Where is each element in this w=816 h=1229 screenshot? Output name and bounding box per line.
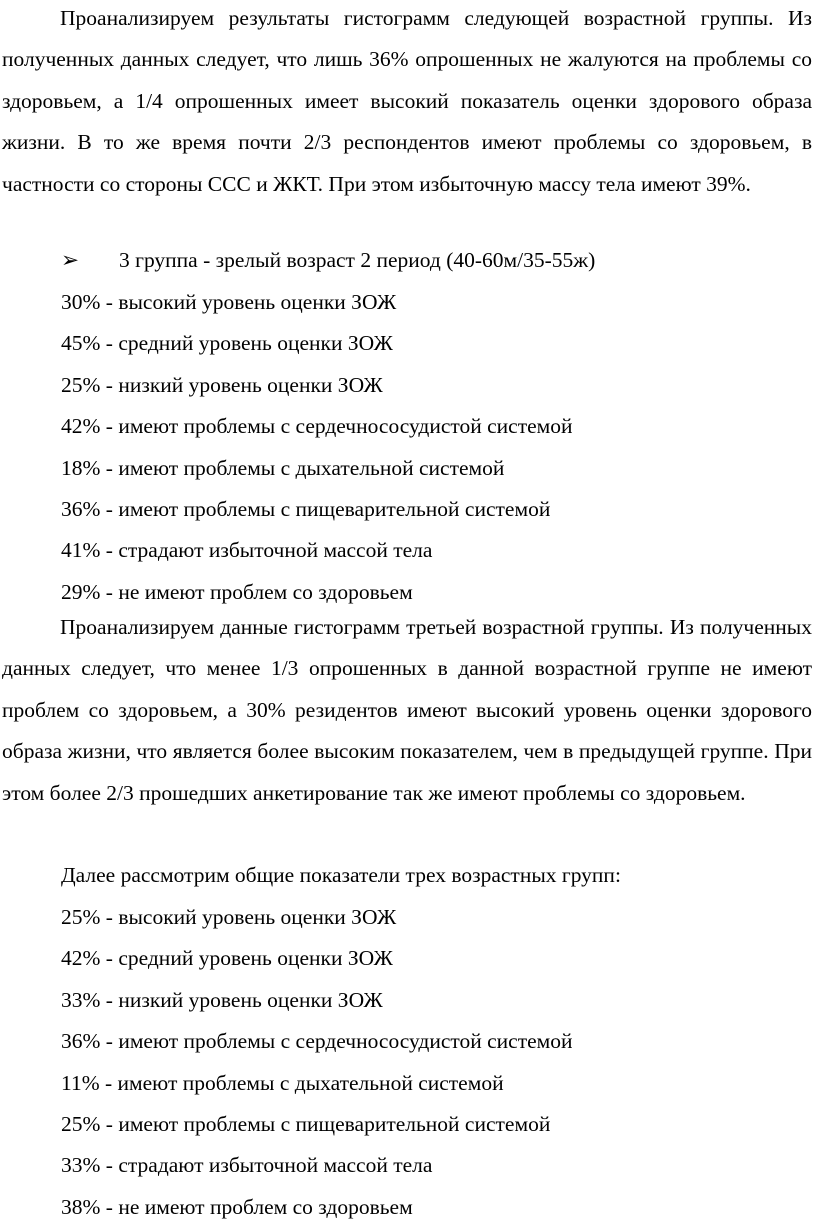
list-item: 36% - имеют проблемы с пищеварительной системой <box>61 497 551 522</box>
list-item: 25% - высокий уровень оценки ЗОЖ <box>61 905 397 929</box>
paragraph-overall-intro: Далее рассмотрим общие показатели трех возрастных групп: <box>61 863 621 887</box>
group3-stats-list <box>61 282 573 613</box>
list-item: 38% - не имеют проблем со здоровьем <box>61 1194 413 1219</box>
list-item: 25% - низкий уровень оценки ЗОЖ <box>61 372 383 397</box>
list-item: 33% - низкий уровень оценки ЗОЖ <box>61 987 383 1012</box>
arrow-bullet-icon: ➢ <box>61 248 80 272</box>
list-item: 41% - страдают избыточной массой тела <box>61 538 433 563</box>
list-item: 33% - страдают избыточной массой тела <box>61 1153 433 1178</box>
paragraph-group3-analysis: Проанализируем данные гистограмм третьей возрастной группы. Из полученных данных следует, что менее 1/3 опрошенных в данной возрастной группе не имеют проблем со здоровьем, а 30% резидентов имеют высокий уровень оценки здорового образа жизни, что является более высоким показателем, чем в предыдущей группе. При этом более 2/3 прошедших анкетирование так же имеют проблемы со здоровьем. <box>2 615 812 805</box>
list-item: 42% - средний уровень оценки ЗОЖ <box>61 946 393 971</box>
list-item: 30% - высокий уровень оценки ЗОЖ <box>61 290 397 314</box>
overall-stats-list <box>61 897 573 1228</box>
group3-heading-text: 3 группа - зрелый возраст 2 период (40-60м/35-55ж) <box>119 248 596 272</box>
list-item: 36% - имеют проблемы с сердечнососудистой системой <box>61 1029 573 1054</box>
list-item: 11% - имеют проблемы с дыхательной системой <box>61 1070 504 1095</box>
list-item: 25% - имеют проблемы с пищеварительной системой <box>61 1112 551 1137</box>
list-item: 45% - средний уровень оценки ЗОЖ <box>61 331 393 356</box>
list-item: 42% - имеют проблемы с сердечнососудистой системой <box>61 414 573 439</box>
group3-heading <box>61 240 595 281</box>
list-item: 18% - имеют проблемы с дыхательной системой <box>61 455 505 480</box>
paragraph-group2-analysis: Проанализируем результаты гистограмм следующей возрастной группы. Из полученных данных следует, что лишь 36% опрошенных не жалуются на проблемы со здоровьем, а 1/4 опрошенных имеет высокий показатель оценки здорового образа жизни. В то же время почти 2/3 респондентов имеют проблемы со здоровьем, в частности со стороны ССС и ЖКТ. При этом избыточную массу тела имеют 39%. <box>2 6 812 196</box>
list-item: 29% - не имеют проблем со здоровьем <box>61 579 413 604</box>
